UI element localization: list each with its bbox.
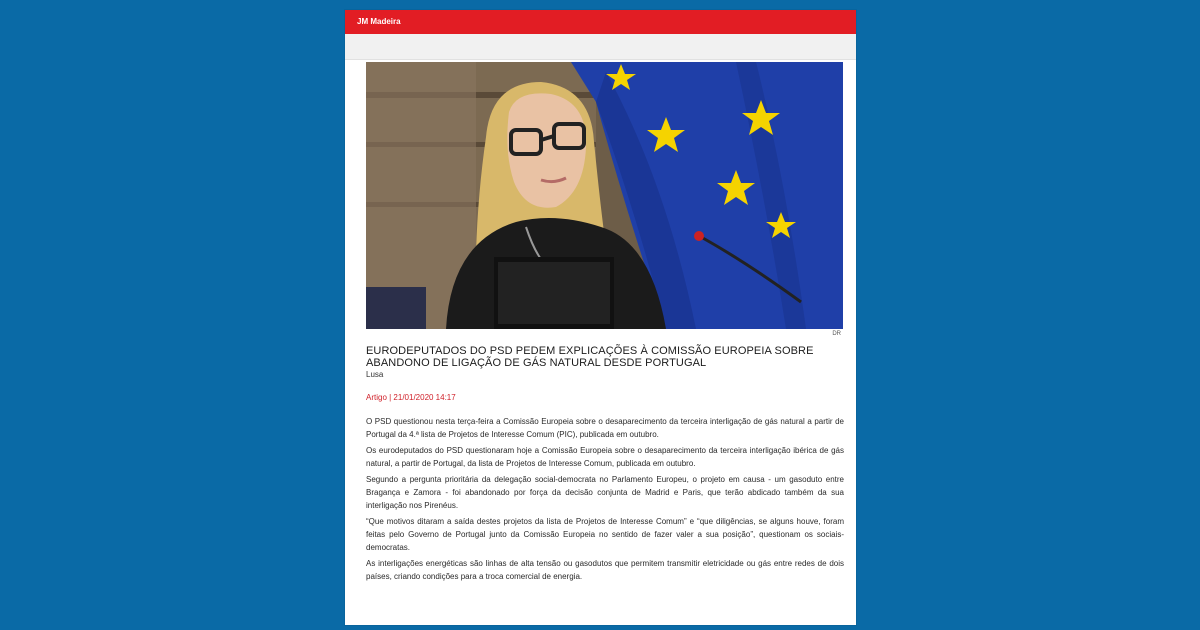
article-headline: EURODEPUTADOS DO PSD PEDEM EXPLICAÇÕES À COMISSÃO EUROPEIA SOBRE ABANDONO DE LIGAÇÃO DE GÁS NATURAL DESDE PORTUGAL <box>366 345 814 369</box>
article-source: Lusa <box>366 370 384 379</box>
article-paragraph: Os eurodeputados do PSD questionaram hoje a Comissão Europeia sobre o desaparecimento da terceira interligação ibérica de gás natural, a partir de Portugal, da lista de Projetos de Interesse Comum, publicada em outubro. <box>366 446 844 468</box>
article-paragraph: “Que motivos ditaram a saída destes projetos da lista de Projetos de Interesse Comum” e “que diligências, se alguns houve, foram feitas pelo Governo de Portugal junto da Comissão Europeia no sentido de fazer valer a sua posição”, questionam os sociais-democratas. <box>366 517 844 552</box>
article-body <box>366 415 844 583</box>
article-card <box>345 10 856 625</box>
article-paragraph: O PSD questionou nesta terça-feira a Comissão Europeia sobre o desaparecimento da terceira interligação de gás natural a partir de Portugal da 4.ª lista de Projetos de Interesse Comum (PIC), publicada em outubro. <box>366 417 844 439</box>
article-paragraph: As interligações energéticas são linhas de alta tensão ou gasodutos que permitem transmitir eletricidade ou gás entre redes de dois países, criando condições para a troca comercial de energia. <box>366 559 844 581</box>
navigation-bar <box>345 34 856 60</box>
site-header-bar <box>345 10 856 34</box>
article-meta: Artigo | 21/01/2020 14:17 <box>366 393 456 402</box>
article-paragraph: Segundo a pergunta prioritária da delegação social-democrata no Parlamento Europeu, o projeto em causa - um gasoduto entre Bragança e Zamora - foi abandonado por força da decisão conjunta de Madrid e Paris, que terão abdicado também da sua interligação nos Pirenéus. <box>366 475 844 510</box>
article-photo-illustration <box>366 62 843 329</box>
article-photo <box>366 62 843 329</box>
site-name[interactable]: JM Madeira <box>357 17 401 26</box>
photo-credit: DR <box>832 331 841 337</box>
